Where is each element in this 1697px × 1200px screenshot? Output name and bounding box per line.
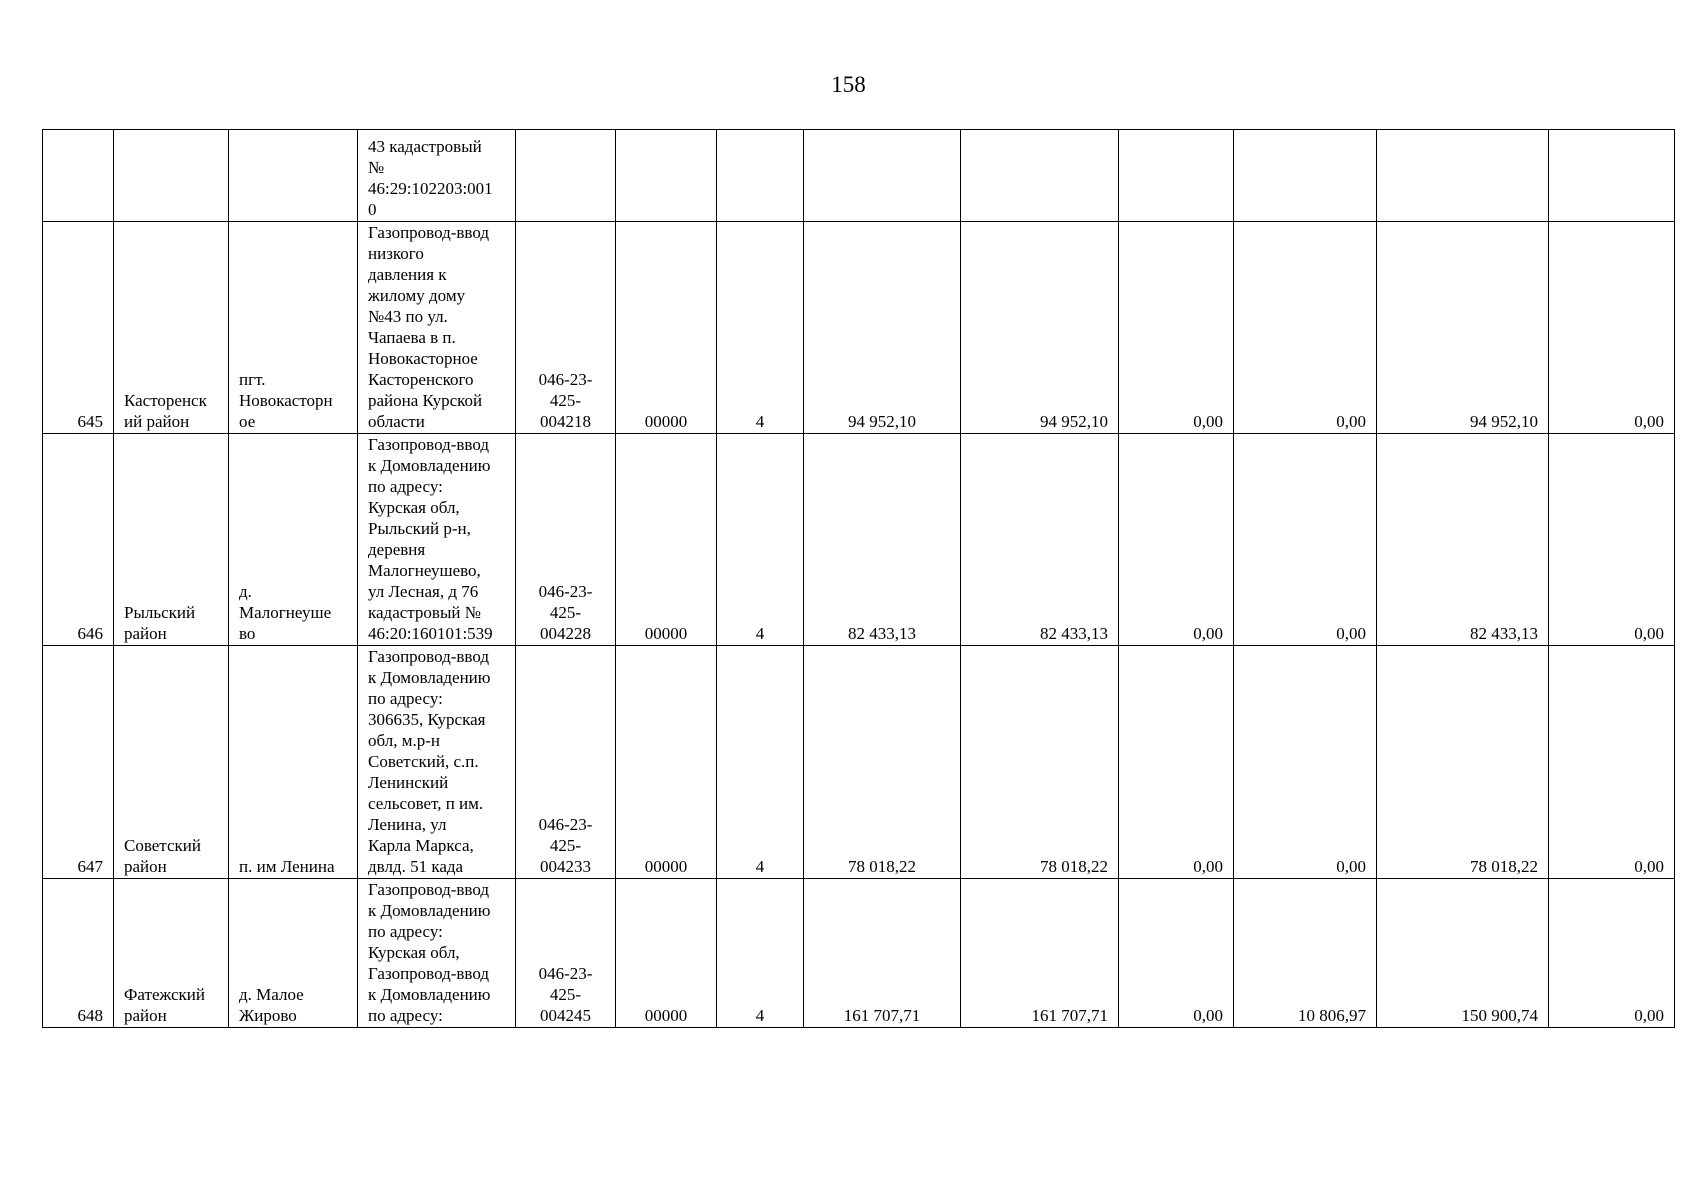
cell-col12: 150 900,74 (1377, 879, 1549, 1028)
table-row (43, 879, 1675, 1028)
cell-col7: 4 (717, 434, 804, 646)
object-code (516, 130, 616, 222)
cell-col13: 0,00 (1549, 646, 1675, 879)
cell-col11: 10 806,97 (1234, 879, 1377, 1028)
table-row (43, 434, 1675, 646)
cell-col9: 161 707,71 (961, 879, 1119, 1028)
cell-col7: 4 (717, 879, 804, 1028)
object-description: Газопровод-ввод к Домовладению по адресу: Курская обл, Рыльский р-н, деревня Малогнеушево, ул Лесная, д 76 кадастровый № 46:20:160101:539 (358, 434, 516, 646)
object-description: Газопровод-ввод к Домовладению по адресу: Курская обл, Газопровод-ввод к Домовладению по адресу: (358, 879, 516, 1028)
cell-col13: 0,00 (1549, 879, 1675, 1028)
locality (229, 130, 358, 222)
cell-col12: 94 952,10 (1377, 222, 1549, 434)
district: Рыльский район (114, 434, 229, 646)
locality: д. Малогнеуше во (229, 434, 358, 646)
cell-col12: 78 018,22 (1377, 646, 1549, 879)
row-number: 646 (43, 434, 114, 646)
object-code: 046-23- 425- 004245 (516, 879, 616, 1028)
cell-col7: 4 (717, 646, 804, 879)
district: Касторенск ий район (114, 222, 229, 434)
object-code: 046-23- 425- 004218 (516, 222, 616, 434)
cell-col6: 00000 (616, 434, 717, 646)
cell-col11: 0,00 (1234, 434, 1377, 646)
cell-col9: 82 433,13 (961, 434, 1119, 646)
cell-col8 (804, 130, 961, 222)
object-description: 43 кадастровый № 46:29:102203:001 0 (358, 130, 516, 222)
cell-col8: 82 433,13 (804, 434, 961, 646)
cell-col10: 0,00 (1119, 879, 1234, 1028)
page-number: 158 (831, 72, 866, 97)
cell-col10: 0,00 (1119, 646, 1234, 879)
object-code: 046-23- 425- 004233 (516, 646, 616, 879)
locality: п. им Ленина (229, 646, 358, 879)
cell-col12: 82 433,13 (1377, 434, 1549, 646)
cell-col8: 161 707,71 (804, 879, 961, 1028)
cell-col11 (1234, 130, 1377, 222)
locality: д. Малое Жирово (229, 879, 358, 1028)
cell-col10: 0,00 (1119, 434, 1234, 646)
cell-col9: 94 952,10 (961, 222, 1119, 434)
cell-col9 (961, 130, 1119, 222)
row-number: 647 (43, 646, 114, 879)
cell-col12 (1377, 130, 1549, 222)
row-number: 645 (43, 222, 114, 434)
cell-col11: 0,00 (1234, 646, 1377, 879)
object-description: Газопровод-ввод низкого давления к жилому дому №43 по ул. Чапаева в п. Новокасторное Касторенского района Курской области (358, 222, 516, 434)
table-row (43, 130, 1675, 222)
cell-col6: 00000 (616, 646, 717, 879)
cell-col9: 78 018,22 (961, 646, 1119, 879)
cell-col13: 0,00 (1549, 222, 1675, 434)
cell-col6: 00000 (616, 879, 717, 1028)
locality: пгт. Новокасторн ое (229, 222, 358, 434)
cell-col7 (717, 130, 804, 222)
row-number: 648 (43, 879, 114, 1028)
object-description: Газопровод-ввод к Домовладению по адресу: 306635, Курская обл, м.р-н Советский, с.п. Ленинский сельсовет, п им. Ленина, ул Карла Маркса, двлд. 51 када (358, 646, 516, 879)
cell-col13 (1549, 130, 1675, 222)
cell-col6: 00000 (616, 222, 717, 434)
table-row (43, 222, 1675, 434)
object-code: 046-23- 425- 004228 (516, 434, 616, 646)
row-number (43, 130, 114, 222)
district: Советский район (114, 646, 229, 879)
cell-col10: 0,00 (1119, 222, 1234, 434)
table-row (43, 646, 1675, 879)
cell-col8: 94 952,10 (804, 222, 961, 434)
data-table (42, 129, 1675, 1028)
cell-col7: 4 (717, 222, 804, 434)
cell-col13: 0,00 (1549, 434, 1675, 646)
cell-col6 (616, 130, 717, 222)
cell-col10 (1119, 130, 1234, 222)
district: Фатежский район (114, 879, 229, 1028)
cell-col8: 78 018,22 (804, 646, 961, 879)
district (114, 130, 229, 222)
cell-col11: 0,00 (1234, 222, 1377, 434)
